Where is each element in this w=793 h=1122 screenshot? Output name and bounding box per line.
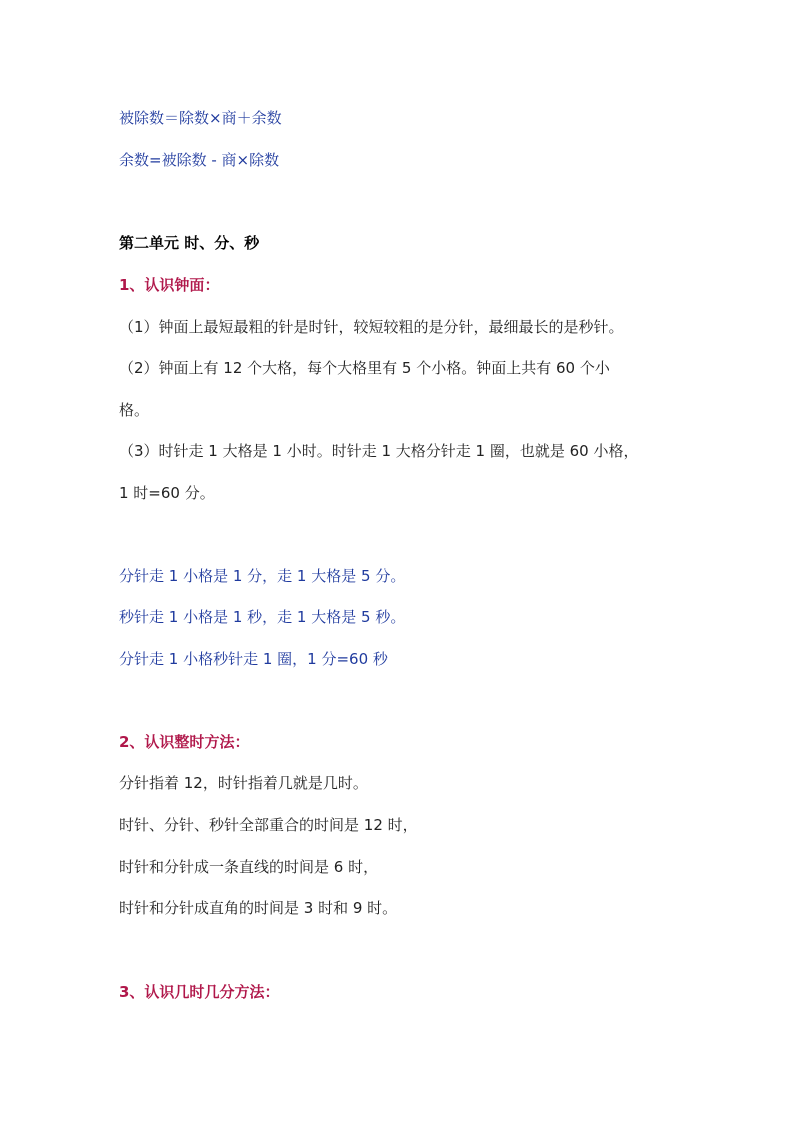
paragraph-2-line2: 格。	[119, 401, 150, 419]
paragraph-3-line2: 1 时=60 分。	[119, 484, 215, 502]
section3-heading: 3、认识几时几分方法：	[119, 983, 280, 1001]
section2-line-3: 时针和分针成一条直线的时间是 6 时，	[119, 858, 379, 876]
section2-heading: 2、认识整时方法：	[119, 733, 250, 751]
section2-line-2: 时针、分针、秒针全部重合的时间是 12 时，	[119, 816, 418, 834]
section1-heading: 1、认识钟面：	[119, 276, 220, 294]
formula-dividend: 被除数＝除数×商＋余数	[119, 109, 282, 127]
blue-note-1: 分针走 1 小格是 1 分，走 1 大格是 5 分。	[119, 567, 406, 585]
blue-note-2: 秒针走 1 小格是 1 秒，走 1 大格是 5 秒。	[119, 608, 406, 626]
paragraph-1: （1）钟面上最短最粗的针是时针，较短较粗的是分针，最细最长的是秒针。	[119, 318, 624, 336]
paragraph-2-line1: （2）钟面上有 12 个大格，每个大格里有 5 个小格。钟面上共有 60 个小	[119, 359, 610, 377]
formula-remainder: 余数=被除数 - 商×除数	[119, 151, 280, 169]
blue-note-3: 分针走 1 小格秒针走 1 圈，1 分=60 秒	[119, 650, 388, 668]
section2-line-4: 时针和分针成直角的时间是 3 时和 9 时。	[119, 899, 398, 917]
unit-title: 第二单元 时、分、秒	[119, 234, 260, 252]
section2-line-1: 分针指着 12，时针指着几就是几时。	[119, 774, 368, 792]
paragraph-3-line1: （3）时针走 1 大格是 1 小时。时针走 1 大格分针走 1 圈，也就是 60 小格，	[119, 442, 639, 460]
